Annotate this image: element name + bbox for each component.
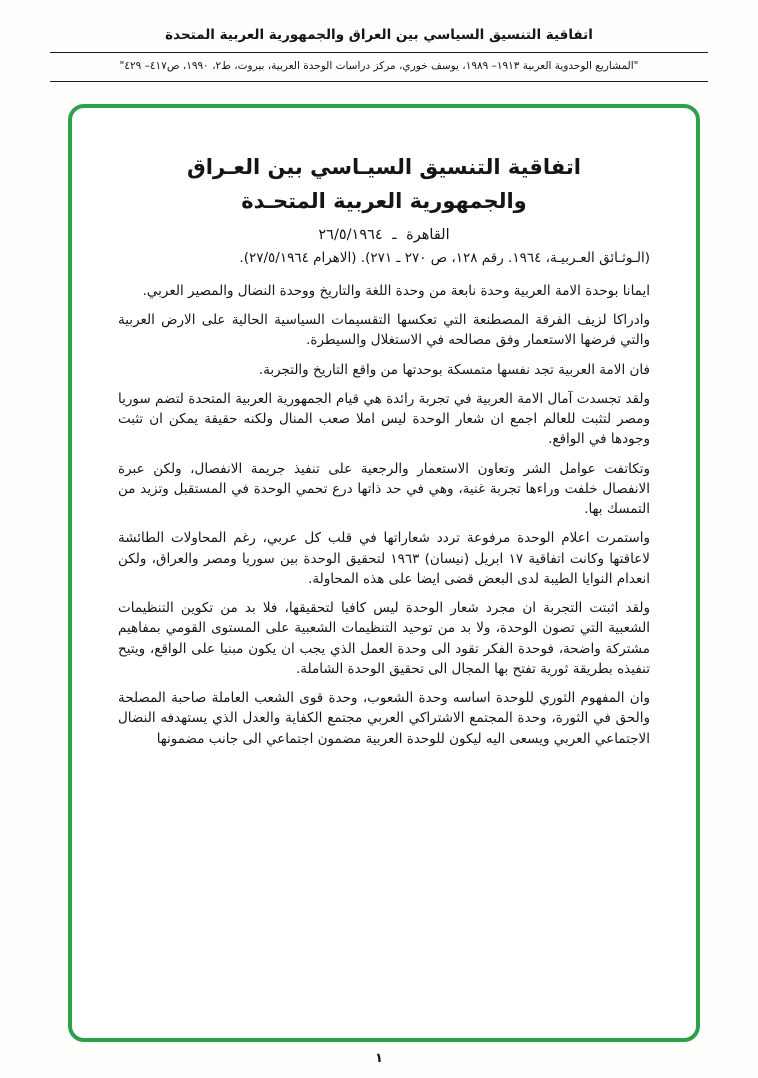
page-number: ١ xyxy=(375,1051,383,1066)
doc-body xyxy=(118,281,650,749)
doc-paragraph: واستمرت اعلام الوحدة مرفوعة تردد شعاراتها في قلب كل عربي، رغم المحاولات الطائشة لاعاقتها وكانت اتفاقية ١٧ ابريل (نيسان) ١٩٦٣ لتحقيق الوحدة بين سوريا ومصر والعراق، ولكن انعدام النوايا الطيبة لدى البعض قضى ايضا على هذه المحاولة. xyxy=(118,530,650,587)
header-rule-bottom xyxy=(50,81,708,82)
doc-title-line2: والجمهورية العربية المتحـدة xyxy=(241,189,527,214)
header-citation: "المشاريع الوحدوية العربية ١٩١٣– ١٩٨٩، يوسف خوري، مركز دراسات الوحدة العربية، بيروت، ط٢، ١٩٩٠، ص٤١٧– ٤٢٩" xyxy=(119,59,639,72)
doc-paragraph: ايمانا بوحدة الامة العربية وحدة نابعة من وحدة اللغة والتاريخ ووحدة النضال والمصير العربي. xyxy=(142,282,650,299)
doc-title xyxy=(118,150,650,218)
doc-paragraph: ولقد تجسدت آمال الامة العربية في تجربة رائدة هي قيام الجمهورية العربية المتحدة لتضم سوريا ومصر لتثبت للعالم اجمع ان شعار الوحدة ليس املا صعب المنال ولكنه حقيقة يمكن ان تثبت وجودها في الواقع. xyxy=(118,390,650,448)
doc-source-citation: (الـوثـائق العـربيـة، ١٩٦٤. رقم ١٢٨، ص ٢٧٠ ـ ٢٧١). (الاهرام ٢٧/٥/١٩٦٤). xyxy=(239,250,650,267)
document-header xyxy=(48,26,710,82)
doc-title-line1: اتفاقية التنسيق السيـاسي بين العـراق xyxy=(187,155,581,179)
doc-paragraph: وان المفهوم الثوري للوحدة اساسه وحدة الشعوب، وحدة قوى الشعب العاملة صاحبة المصلحة والحق في الثورة، وحدة المجتمع الاشتراكي العربي مجتمع الكفاية والعدل الذي يستهدفه النضال الاجتماعي العربي ويسعى اليه ليكون للوحدة العربية مضمون اجتماعي الى جانب مضمونها xyxy=(118,690,650,747)
doc-paragraph: فان الامة العربية تجد نفسها متمسكة بوحدتها من واقع التاريخ والتجربة. xyxy=(258,361,650,378)
doc-paragraph: ولقد اثبتت التجربة ان مجرد شعار الوحدة ليس كافيا لتحقيقها، فلا بد من تكوين التنظيمات الشعبية التي تصون الوحدة، ولا بد من توحيد التنظيمات الشعبية على المستوى القومي بمفاهيم مشتركة واضحة، فوحدة الفكر تقود الى وحدة العمل الذي يجب ان يكون مبنيا على الواقع، ويتيح تنفيذه بطريقة ثورية تفتح بها المجال الى تحقيق الوحدة الشاملة. xyxy=(118,600,650,677)
doc-paragraph: وادراكا لزيف الفرقة المصطنعة التي تعكسها التقسيمات السياسية الحالية على الارض العربية والتي فرضها الاستعمار وفق مصالحه في الاستغلال والسيطرة. xyxy=(118,312,650,349)
doc-paragraph: وتكاتفت عوامل الشر وتعاون الاستعمار والرجعية على تنفيذ جريمة الانفصال، ولكن عبرة الانفصال خلفت وراءها تجربة غنية، وهي في حد ذاتها درع تحمي الوحدة في المستقبل وتزيد من التمسك بها. xyxy=(118,460,650,518)
header-title: اتفاقية التنسيق السياسي بين العراق والجمهورية العربية المتحدة xyxy=(165,27,593,43)
header-rule-top xyxy=(50,52,708,53)
doc-dateline: القاهرة ـ ٢٦/٥/١٩٦٤ xyxy=(318,227,450,244)
document-frame xyxy=(68,104,700,1042)
document-content xyxy=(72,108,696,749)
